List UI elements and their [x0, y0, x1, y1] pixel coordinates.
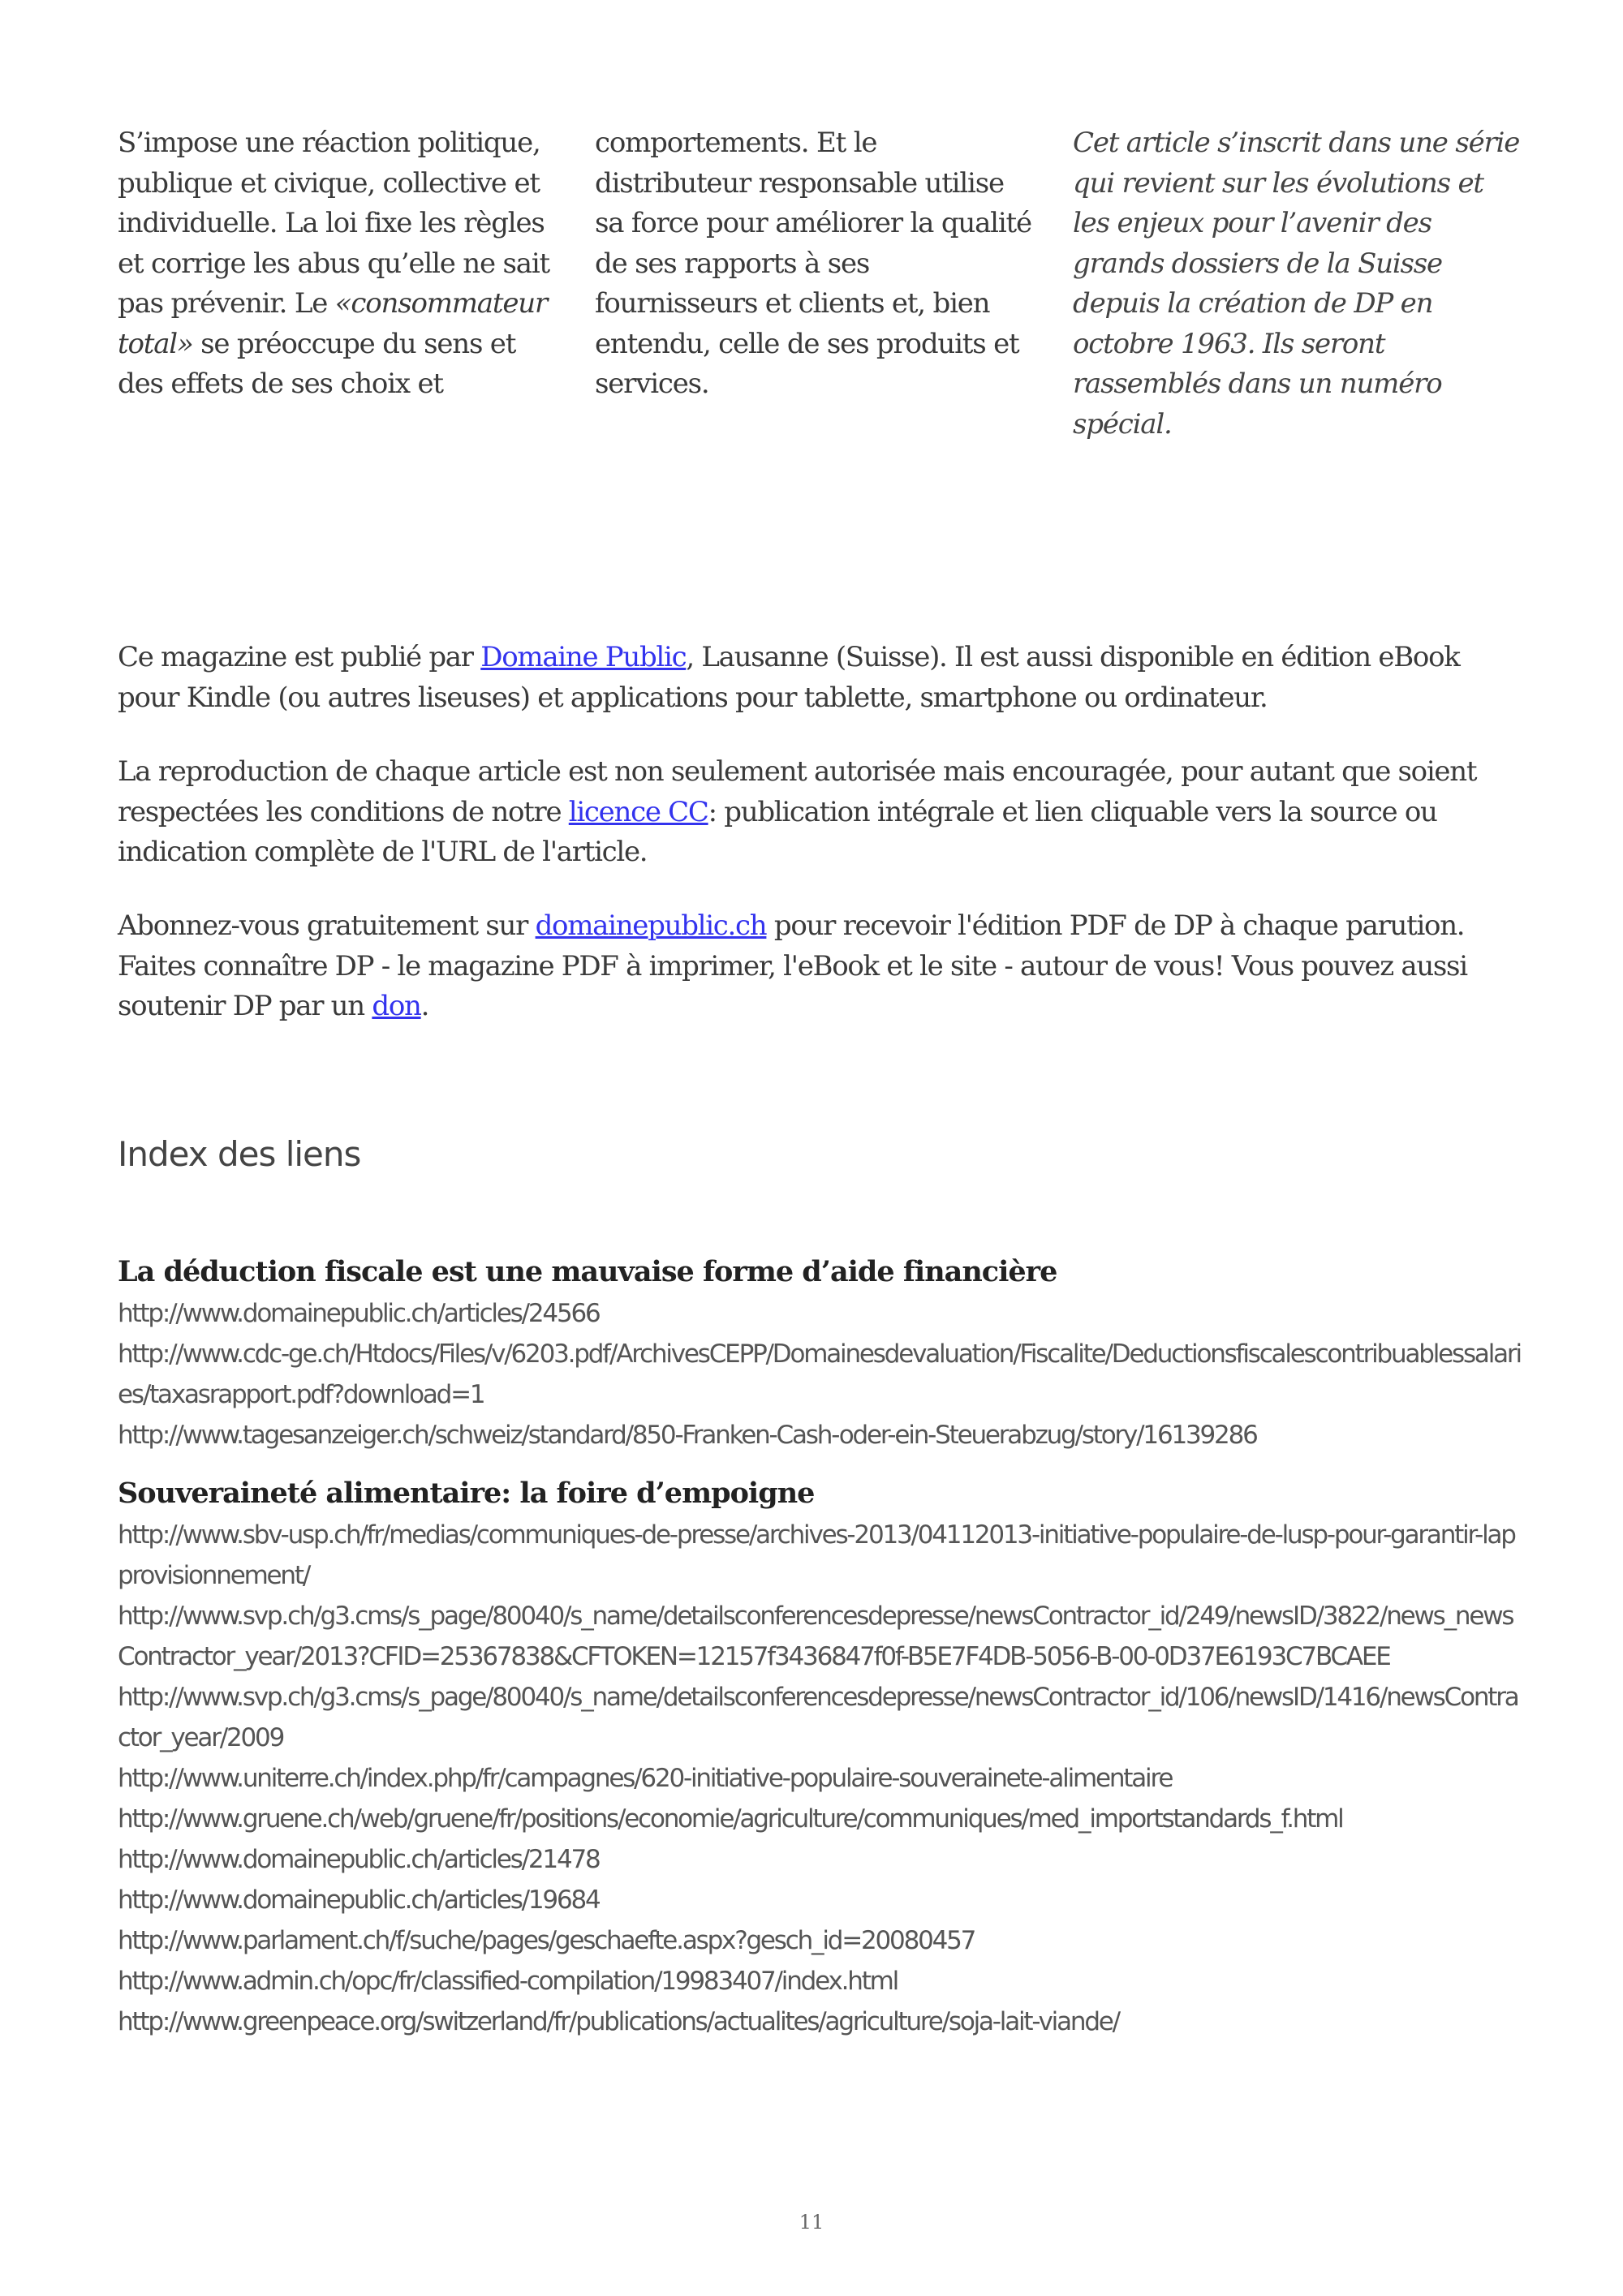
p1-after: , Lausanne (Suisse). Il est aussi disponible en édition eBook pour Kindle (ou autres liseuses) et applications pour tablette, smartphone ou ordinateur.	[118, 641, 1460, 714]
index-url[interactable]: http://www.svp.ch/g3.cms/s_page/80040/s_name/detailsconferencesdepresse/newsContractor_id/249/newsID/3822/news_newsContractor_year/2013?CFID=25367838&CFTOKEN=12157f3436847f0f-B5E7F4DB-5056-B-00-0D37E6193C7BCAEE	[118, 1602, 1513, 1671]
p3-after: .	[420, 990, 429, 1022]
domainepublic-ch-link[interactable]: domainepublic.ch	[535, 909, 767, 942]
licence-cc-link[interactable]: licence CC	[568, 795, 708, 828]
p2-before: La reproduction de chaque article est non seulement autorisée mais encouragée, pour autant que soient respectées les conditions de notre	[118, 755, 1477, 828]
col1-text-before: S’impose une réaction politique, publique et civique, collective et individuelle. La loi fixe les règles et corrige les abus qu’elle ne sait pas prévenir. Le	[118, 127, 549, 320]
article-column-2	[595, 123, 1033, 405]
index-url[interactable]: http://www.sbv-usp.ch/fr/medias/communiques-de-presse/archives-2013/04112013-initiative-populaire-de-lusp-pour-garantir-lapprovisionnement/	[118, 1520, 1515, 1590]
article-title: Souveraineté alimentaire: la foire d’empoigne	[118, 1477, 815, 1510]
don-link[interactable]: don	[372, 990, 421, 1022]
links-index-heading: Index des liens	[118, 1134, 361, 1174]
index-url[interactable]: http://www.domainepublic.ch/articles/24566	[118, 1299, 600, 1328]
p1-before: Ce magazine est publié par	[118, 641, 481, 673]
col1-text-after: se préoccupe du sens et des effets de ses choix et	[118, 327, 516, 400]
index-url[interactable]: http://www.svp.ch/g3.cms/s_page/80040/s_name/detailsconferencesdepresse/newsContractor_id/106/newsID/1416/newsContractor_year/2009	[118, 1683, 1518, 1752]
index-url[interactable]: http://www.admin.ch/opc/fr/classified-compilation/19983407/index.html	[118, 1967, 898, 1996]
index-url[interactable]: http://www.uniterre.ch/index.php/fr/campagnes/620-initiative-populaire-souverainete-alimentaire	[118, 1764, 1173, 1793]
article-title: La déduction fiscale est une mauvaise forme d’aide financière	[118, 1255, 1057, 1288]
index-url[interactable]: http://www.parlament.ch/f/suche/pages/geschaefte.aspx?gesch_id=20080457	[118, 1926, 975, 1955]
index-url[interactable]: http://www.greenpeace.org/switzerland/fr/publications/actualites/agriculture/soja-lait-viande/	[118, 2007, 1119, 2036]
page-number: 11	[799, 2211, 824, 2234]
series-note	[1073, 123, 1527, 445]
index-url[interactable]: http://www.domainepublic.ch/articles/19684	[118, 1885, 600, 1915]
col2-text: comportements. Et le distributeur responsable utilise sa force pour améliorer la qualité de ses rapports à ses fournisseurs et clients et, bien entendu, celle de ses produits et services.	[595, 127, 1031, 400]
index-url[interactable]: http://www.gruene.ch/web/gruene/fr/positions/economie/agriculture/communiques/med_importstandards_f.html	[118, 1804, 1343, 1834]
publisher-paragraph	[118, 638, 1522, 718]
subscribe-paragraph	[118, 906, 1522, 1027]
index-url[interactable]: http://www.cdc-ge.ch/Htdocs/Files/v/6203.pdf/ArchivesCEPP/Domainesdevaluation/Fiscalite/Deductionsfiscalescontribuablessalaries/taxasrapport.pdf?download=1	[118, 1339, 1521, 1409]
domaine-public-link[interactable]: Domaine Public	[480, 641, 687, 673]
col1-italic-quote: «consommateur total»	[118, 287, 547, 360]
links-index-article-2	[118, 1473, 1522, 2042]
article-column-1	[118, 123, 556, 405]
index-url[interactable]: http://www.domainepublic.ch/articles/21478	[118, 1845, 600, 1874]
p3-before: Abonnez-vous gratuitement sur	[118, 909, 536, 942]
p3-middle: pour recevoir l'édition PDF de DP à chaque parution. Faites connaître DP - le magazine PDF à imprimer, l'eBook et le site - autour de vous! Vous pouvez aussi soutenir DP par un	[118, 909, 1467, 1022]
reproduction-paragraph	[118, 752, 1522, 873]
p2-after: : publication intégrale et lien cliquable vers la source ou indication complète de l'URL de l'article.	[118, 795, 1437, 868]
col3-text: Cet article s’inscrit dans une série qui revient sur les évolutions et les enjeux pour l’avenir des grands dossiers de la Suisse depuis la création de DP en octobre 1963. Ils seront rassemblés dans un numéro spécial.	[1073, 127, 1520, 441]
links-index-article-1	[118, 1251, 1522, 1455]
index-url[interactable]: http://www.tagesanzeiger.ch/schweiz/standard/850-Franken-Cash-oder-ein-Steuerabzug/story/16139286	[118, 1421, 1257, 1450]
